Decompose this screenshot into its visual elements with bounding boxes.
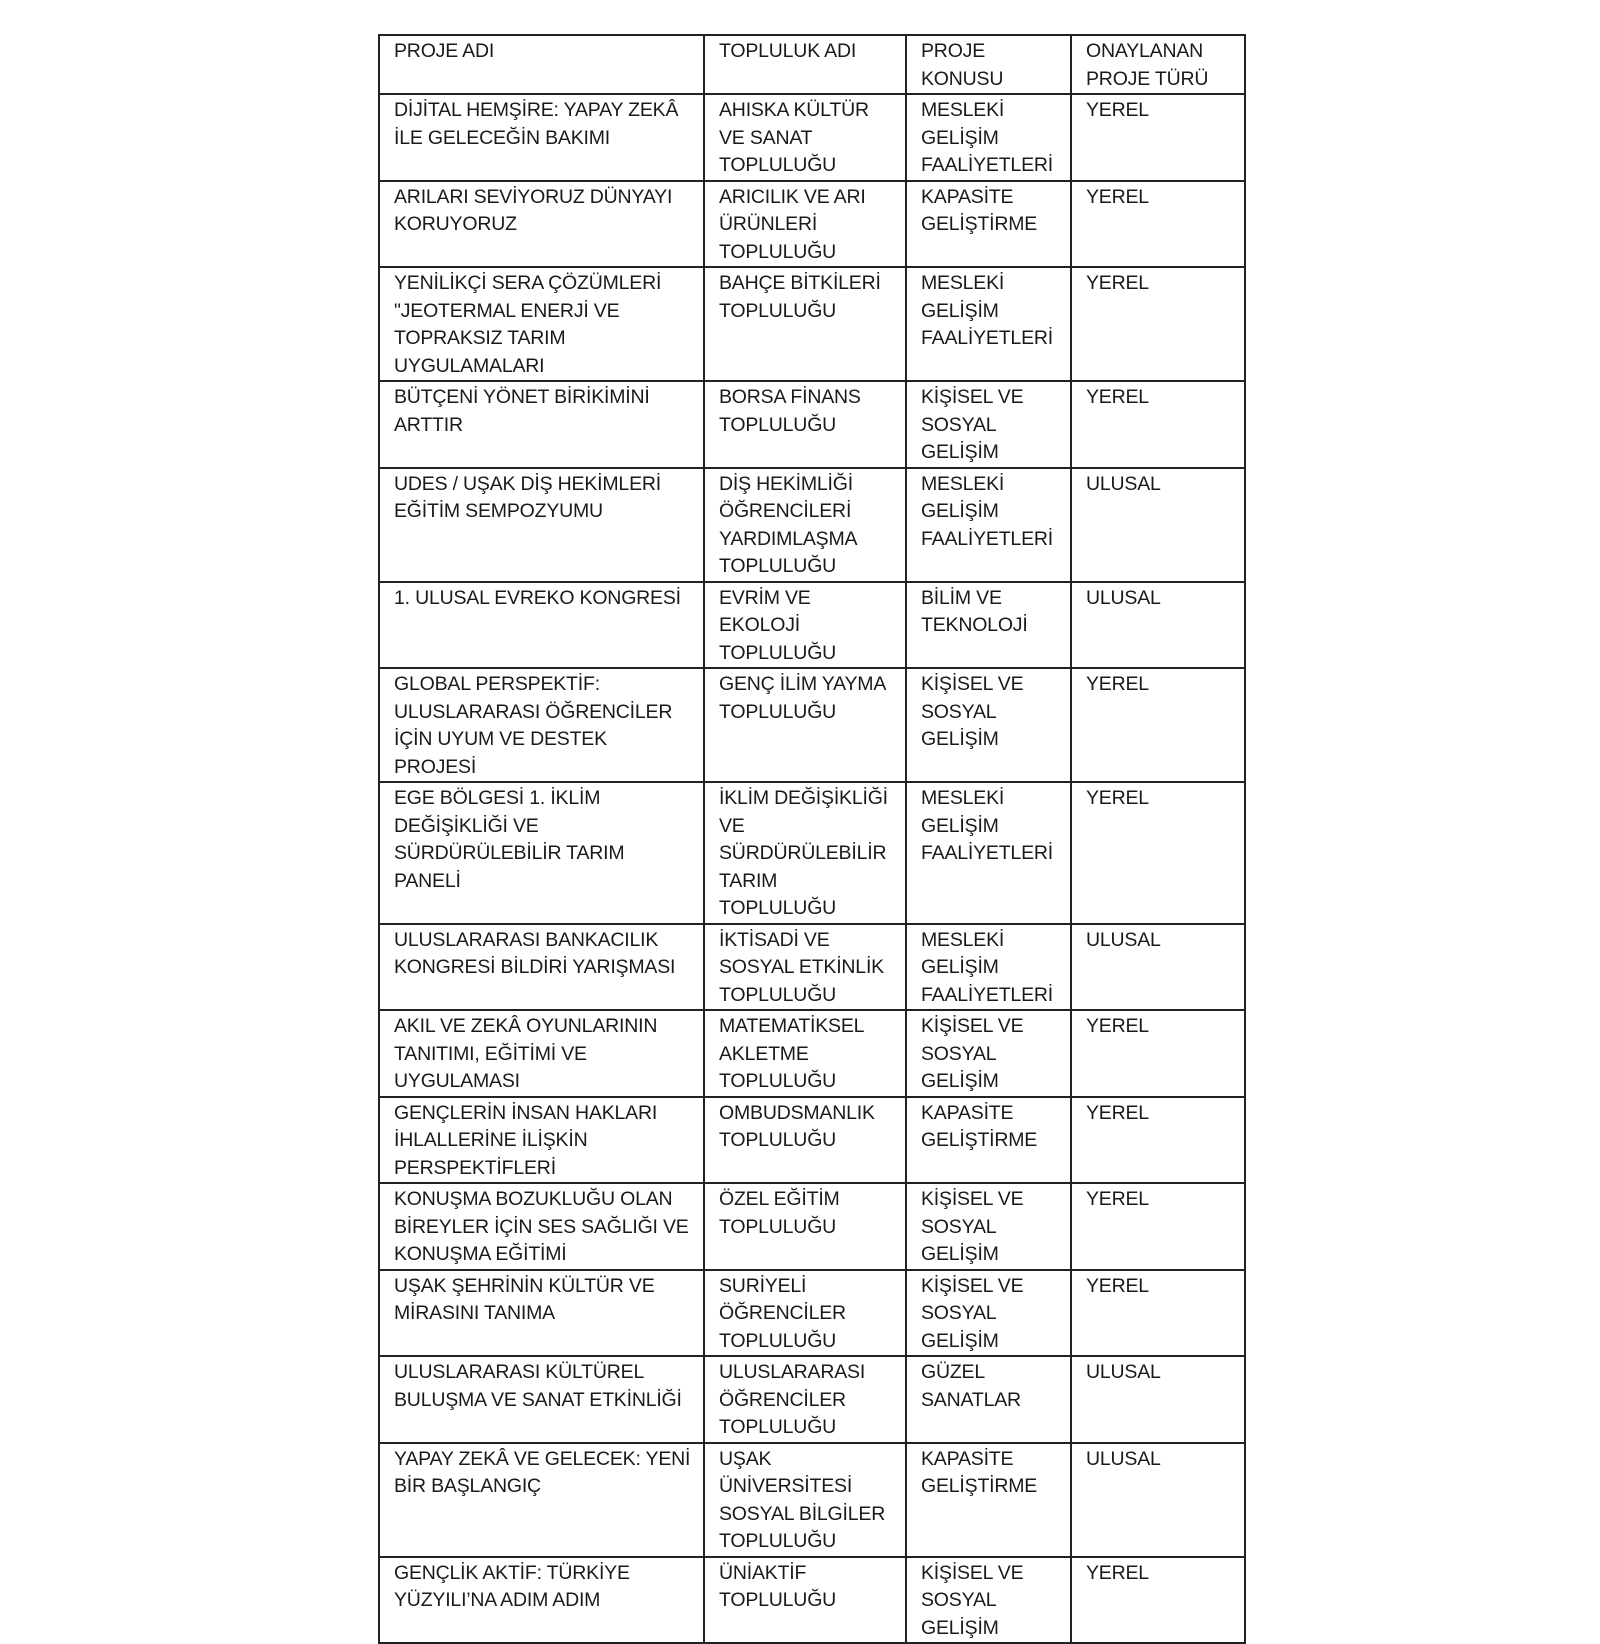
cell-approved-type: YEREL [1071,1183,1245,1270]
cell-project-subject: MESLEKİ GELİŞİM FAALİYETLERİ [906,782,1071,924]
cell-community-name: ÖZEL EĞİTİM TOPLULUĞU [704,1183,906,1270]
cell-approved-type: ULUSAL [1071,468,1245,582]
cell-community-name: DİŞ HEKİMLİĞİ ÖĞRENCİLERİ YARDIMLAŞMA TOPLULUĞU [704,468,906,582]
table-row [379,1097,1245,1184]
cell-project-name: ARILARI SEVİYORUZ DÜNYAYI KORUYORUZ [379,181,704,268]
cell-project-name: GLOBAL PERSPEKTİF: ULUSLARARASI ÖĞRENCİLER İÇİN UYUM VE DESTEK PROJESİ [379,668,704,782]
cell-project-name: EGE BÖLGESİ 1. İKLİM DEĞİŞİKLİĞİ VE SÜRDÜRÜLEBİLİR TARIM PANELİ [379,782,704,924]
cell-approved-type: YEREL [1071,181,1245,268]
cell-project-subject: KAPASİTE GELİŞTİRME [906,181,1071,268]
cell-community-name: İKLİM DEĞİŞİKLİĞİ VE SÜRDÜRÜLEBİLİR TARIM TOPLULUĞU [704,782,906,924]
table-row [379,1356,1245,1443]
cell-project-name: BÜTÇENİ YÖNET BİRİKİMİNİ ARTTIR [379,381,704,468]
cell-approved-type: ULUSAL [1071,1356,1245,1443]
cell-project-name: UŞAK ŞEHRİNİN KÜLTÜR VE MİRASINI TANIMA [379,1270,704,1357]
cell-community-name: GENÇ İLİM YAYMA TOPLULUĞU [704,668,906,782]
header-cell-community-name: TOPLULUK ADI [704,35,906,94]
cell-project-name: GENÇLERİN İNSAN HAKLARI İHLALLERİNE İLİŞKİN PERSPEKTİFLERİ [379,1097,704,1184]
table-row [379,1443,1245,1557]
cell-project-subject: KİŞİSEL VE SOSYAL GELİŞİM [906,1010,1071,1097]
cell-approved-type: YEREL [1071,1557,1245,1644]
cell-project-subject: BİLİM VE TEKNOLOJİ [906,582,1071,669]
cell-approved-type: YEREL [1071,94,1245,181]
cell-community-name: BAHÇE BİTKİLERİ TOPLULUĞU [704,267,906,381]
cell-community-name: ARICILIK VE ARI ÜRÜNLERİ TOPLULUĞU [704,181,906,268]
cell-project-subject: MESLEKİ GELİŞİM FAALİYETLERİ [906,924,1071,1011]
cell-project-subject: KİŞİSEL VE SOSYAL GELİŞİM [906,381,1071,468]
table-row [379,1270,1245,1357]
cell-project-name: UDES / UŞAK DİŞ HEKİMLERİ EĞİTİM SEMPOZYUMU [379,468,704,582]
cell-project-subject: KAPASİTE GELİŞTİRME [906,1097,1071,1184]
header-row [379,35,1245,94]
cell-approved-type: YEREL [1071,267,1245,381]
cell-community-name: EVRİM VE EKOLOJİ TOPLULUĞU [704,582,906,669]
cell-project-subject: MESLEKİ GELİŞİM FAALİYETLERİ [906,94,1071,181]
cell-project-name: AKIL VE ZEKÂ OYUNLARININ TANITIMI, EĞİTİMİ VE UYGULAMASI [379,1010,704,1097]
cell-project-name: GENÇLİK AKTİF: TÜRKİYE YÜZYILI’NA ADIM ADIM [379,1557,704,1644]
table-row [379,668,1245,782]
cell-project-subject: KİŞİSEL VE SOSYAL GELİŞİM [906,1183,1071,1270]
cell-project-subject: KİŞİSEL VE SOSYAL GELİŞİM [906,668,1071,782]
project-table [378,34,1246,1644]
cell-project-name: 1. ULUSAL EVREKO KONGRESİ [379,582,704,669]
cell-approved-type: ULUSAL [1071,582,1245,669]
cell-project-name: DİJİTAL HEMŞİRE: YAPAY ZEKÂ İLE GELECEĞİN BAKIMI [379,94,704,181]
cell-approved-type: YEREL [1071,1010,1245,1097]
cell-project-name: YENİLİKÇİ SERA ÇÖZÜMLERİ "JEOTERMAL ENERJİ VE TOPRAKSIZ TARIM UYGULAMALARI [379,267,704,381]
header-cell-project-name: PROJE ADI [379,35,704,94]
table-row [379,181,1245,268]
cell-project-subject: GÜZEL SANATLAR [906,1356,1071,1443]
table-row [379,782,1245,924]
cell-community-name: SURİYELİ ÖĞRENCİLER TOPLULUĞU [704,1270,906,1357]
cell-approved-type: YEREL [1071,381,1245,468]
table-row [379,468,1245,582]
cell-community-name: BORSA FİNANS TOPLULUĞU [704,381,906,468]
table-row [379,1183,1245,1270]
table-row [379,582,1245,669]
cell-approved-type: YEREL [1071,1097,1245,1184]
cell-project-subject: KİŞİSEL VE SOSYAL GELİŞİM [906,1270,1071,1357]
cell-approved-type: YEREL [1071,1270,1245,1357]
table-row [379,267,1245,381]
cell-community-name: ÜNİAKTİF TOPLULUĞU [704,1557,906,1644]
cell-community-name: İKTİSADİ VE SOSYAL ETKİNLİK TOPLULUĞU [704,924,906,1011]
cell-project-name: ULUSLARARASI KÜLTÜREL BULUŞMA VE SANAT ETKİNLİĞİ [379,1356,704,1443]
cell-project-subject: KİŞİSEL VE SOSYAL GELİŞİM [906,1557,1071,1644]
cell-project-name: ULUSLARARASI BANKACILIK KONGRESİ BİLDİRİ YARIŞMASI [379,924,704,1011]
cell-project-name: KONUŞMA BOZUKLUĞU OLAN BİREYLER İÇİN SES SAĞLIĞI VE KONUŞMA EĞİTİMİ [379,1183,704,1270]
cell-approved-type: YEREL [1071,668,1245,782]
cell-community-name: AHISKA KÜLTÜR VE SANAT TOPLULUĞU [704,94,906,181]
cell-community-name: UŞAK ÜNİVERSİTESİ SOSYAL BİLGİLER TOPLULUĞU [704,1443,906,1557]
header-cell-project-subject: PROJE KONUSU [906,35,1071,94]
cell-approved-type: ULUSAL [1071,924,1245,1011]
table-row [379,1010,1245,1097]
cell-approved-type: YEREL [1071,782,1245,924]
cell-project-subject: KAPASİTE GELİŞTİRME [906,1443,1071,1557]
table-row [379,381,1245,468]
header-cell-approved-type: ONAYLANAN PROJE TÜRÜ [1071,35,1245,94]
cell-project-subject: MESLEKİ GELİŞİM FAALİYETLERİ [906,267,1071,381]
cell-community-name: ULUSLARARASI ÖĞRENCİLER TOPLULUĞU [704,1356,906,1443]
cell-approved-type: ULUSAL [1071,1443,1245,1557]
table-row [379,924,1245,1011]
cell-community-name: OMBUDSMANLIK TOPLULUĞU [704,1097,906,1184]
cell-project-subject: MESLEKİ GELİŞİM FAALİYETLERİ [906,468,1071,582]
table-row [379,94,1245,181]
cell-project-name: YAPAY ZEKÂ VE GELECEK: YENİ BİR BAŞLANGIÇ [379,1443,704,1557]
cell-community-name: MATEMATİKSEL AKLETME TOPLULUĞU [704,1010,906,1097]
